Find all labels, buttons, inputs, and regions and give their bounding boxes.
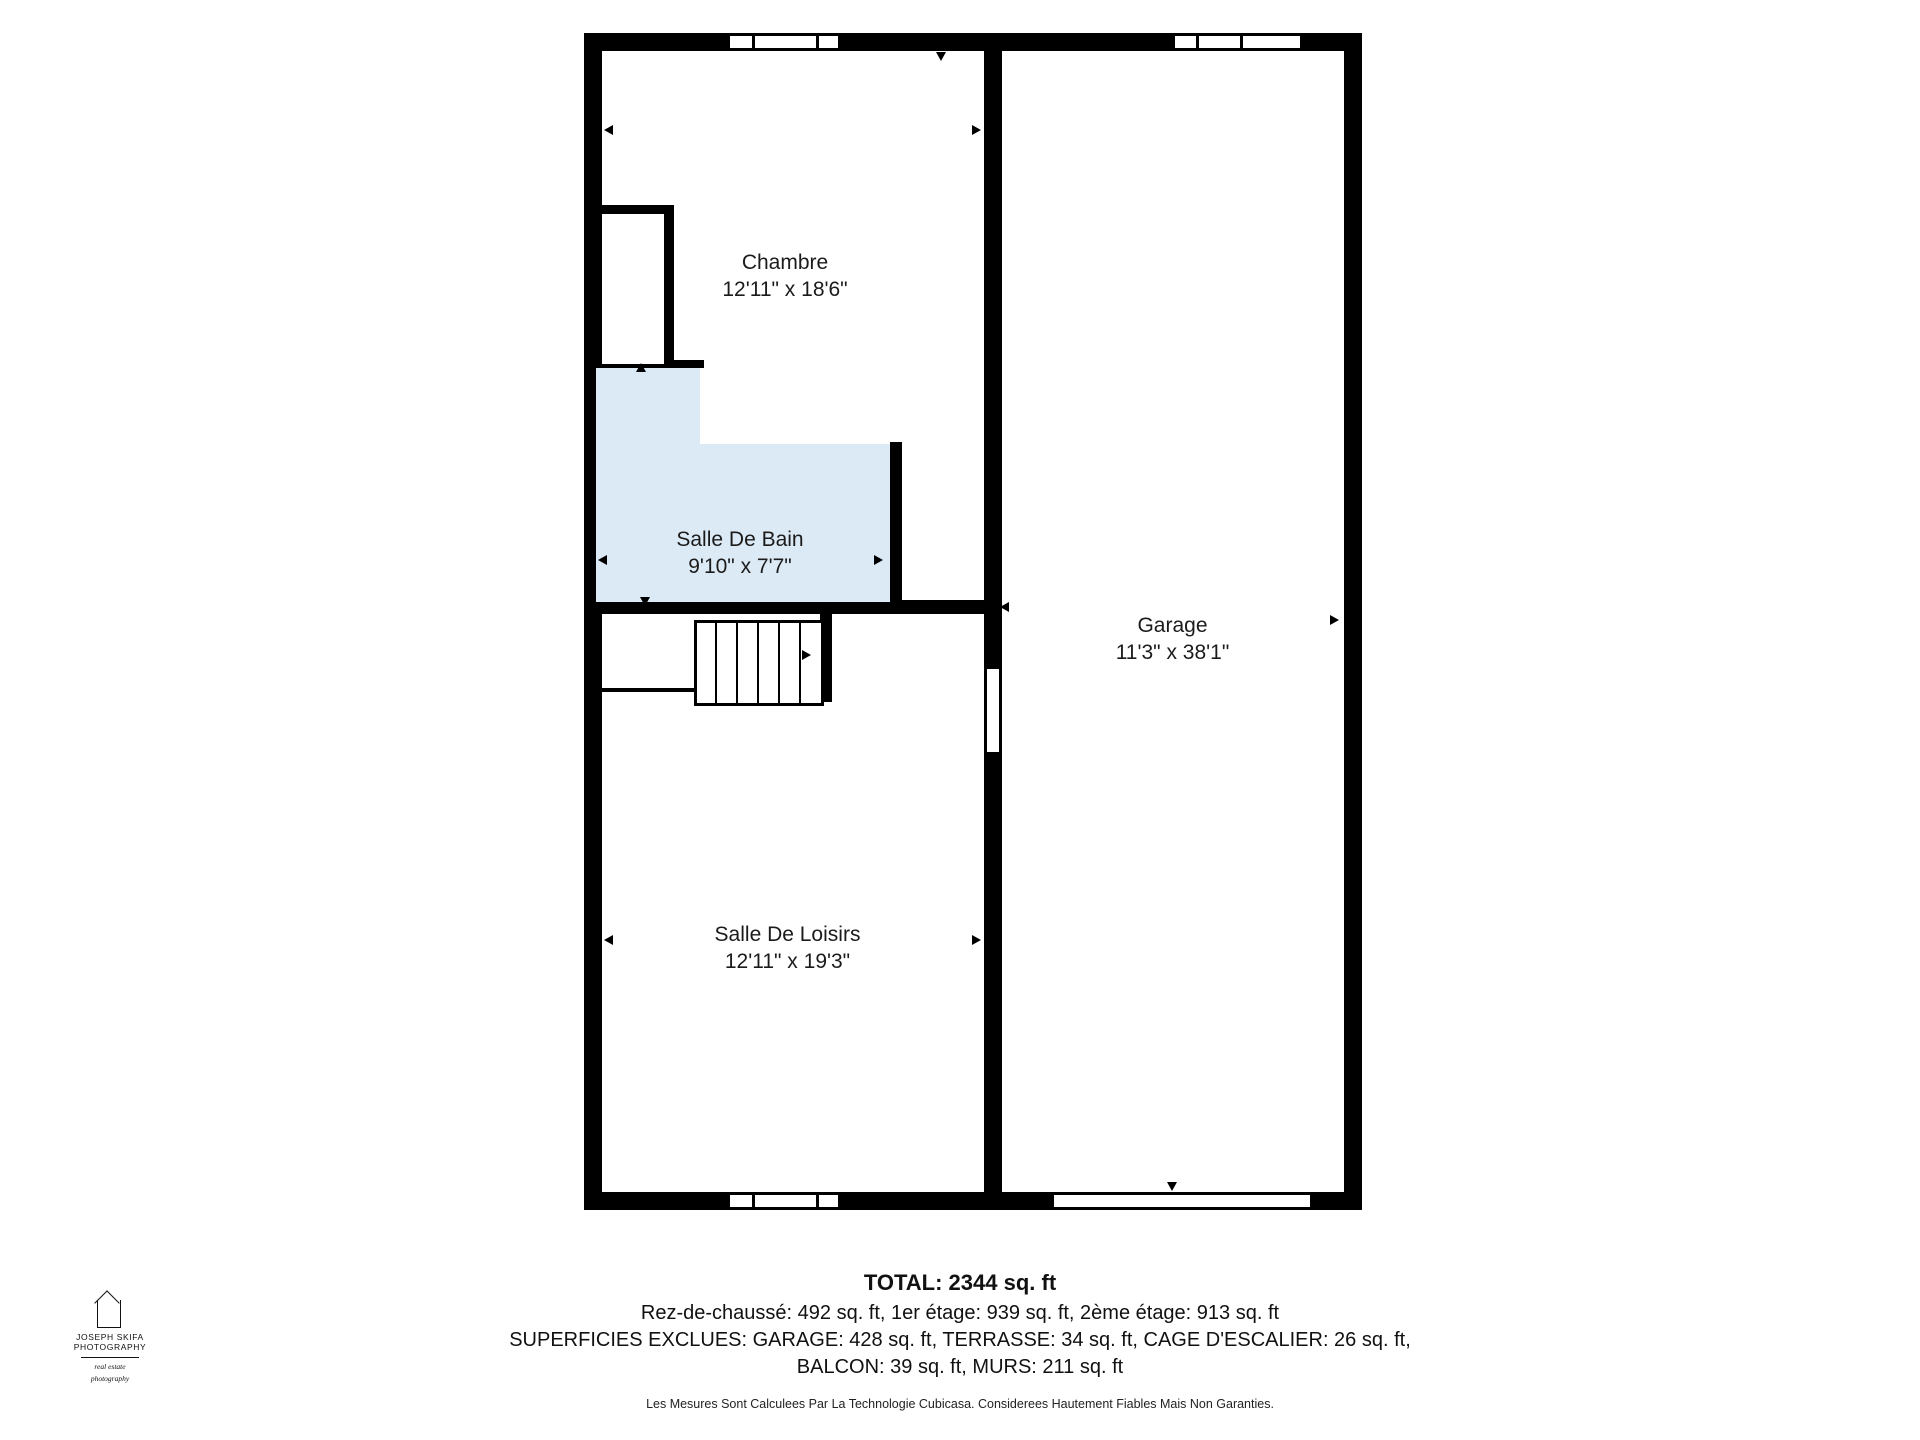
footer-summary — [0, 1270, 1920, 1411]
closet-fill — [602, 214, 664, 364]
room-label-chambre — [680, 250, 890, 304]
logo-divider — [81, 1357, 139, 1358]
stair-step — [778, 623, 780, 703]
wall-top-right — [1000, 33, 1175, 51]
dim-arrow-garage-right — [1330, 615, 1339, 625]
room-name: Chambre — [741, 251, 829, 274]
window-top-left — [730, 33, 838, 51]
stair-step — [715, 623, 717, 703]
wall-bottom-left — [584, 1192, 730, 1210]
dim-arrow-bath-right — [874, 555, 883, 565]
wall-bottom-garage-right — [1310, 1192, 1362, 1210]
window-mullion-1 — [752, 33, 755, 51]
area-breakdown-line-1: Rez-de-chaussé: 492 sq. ft, 1er étage: 939 sq. ft, 2ème étage: 913 sq. ft — [640, 1302, 1280, 1324]
logo-brand: JOSEPH SKIFA PHOTOGRAPHY — [73, 1332, 147, 1352]
room-dims: 9'10" x 7'7" — [688, 554, 792, 578]
room-label-salle-de-bain — [625, 527, 855, 581]
wall-party-lower — [984, 752, 1002, 1210]
dim-arrow-hall-left — [1000, 602, 1009, 612]
dim-arrow-hall-right — [952, 602, 961, 612]
window-mullion-6 — [816, 1192, 819, 1210]
wall-bottom-left-2 — [838, 1192, 1040, 1210]
stair-direction-arrow — [802, 650, 811, 660]
dim-arrow-loisirs-right — [972, 935, 981, 945]
logo-subtitle-1: real estate — [94, 1362, 126, 1371]
wall-party-upper — [984, 33, 1002, 663]
door-garage-interior — [984, 669, 1002, 752]
room-dims: 12'11" x 18'6" — [722, 277, 848, 301]
stair-step — [799, 623, 801, 703]
stair-step — [736, 623, 738, 703]
photographer-logo — [40, 1300, 180, 1383]
room-name: Garage — [1137, 614, 1208, 637]
wall-bottom-garage — [1040, 1192, 1054, 1210]
stair-step — [757, 623, 759, 703]
dim-arrow-bath-left — [598, 555, 607, 565]
total-area: TOTAL: 2344 sq. ft — [863, 1270, 1057, 1295]
window-mullion-2 — [816, 33, 819, 51]
dim-arrow-chambre-left — [604, 125, 613, 135]
logo-subtitle-2: photography — [90, 1374, 130, 1383]
dim-arrow-bath-top — [636, 363, 646, 372]
room-name: Salle De Bain — [676, 528, 804, 551]
dim-arrow-loisirs-left — [604, 935, 613, 945]
dim-arrow-garage-bottom — [1167, 1182, 1177, 1191]
dim-arrow-bath-bottom — [640, 597, 650, 606]
bath-notch-mask — [700, 368, 890, 444]
window-top-garage — [1175, 33, 1300, 51]
wall-right-exterior — [1344, 33, 1362, 1210]
area-breakdown-line-3: BALCON: 39 sq. ft, MURS: 211 sq. ft — [796, 1356, 1124, 1378]
area-breakdown-line-2: SUPERFICIES EXCLUES: GARAGE: 428 sq. ft, TERRASSE: 34 sq. ft, CAGE D'ESCALIER: 26 sq. ft, — [509, 1329, 1411, 1351]
room-label-salle-de-loisirs — [675, 922, 900, 976]
stair-landing-rail — [602, 688, 696, 692]
window-mullion-4 — [1240, 33, 1243, 51]
staircase — [694, 620, 824, 706]
dim-arrow-chambre-right — [972, 125, 981, 135]
room-dims: 12'11" x 19'3" — [724, 949, 851, 973]
room-name: Salle De Loisirs — [714, 923, 861, 946]
room-label-garage — [1065, 613, 1280, 667]
room-dims: 11'3" x 38'1" — [1115, 640, 1230, 664]
disclaimer-text: Les Mesures Sont Calculees Par La Technologie Cubicasa. Considerees Hautement Fiables Mais Non Garanties. — [646, 1397, 1274, 1411]
wall-bath-bottom-2 — [898, 600, 994, 614]
window-mullion-5 — [752, 1192, 755, 1210]
window-mullion-3 — [1196, 33, 1199, 51]
garage-door — [1054, 1192, 1310, 1210]
window-bottom-left — [730, 1192, 838, 1210]
dim-arrow-garage-top — [1164, 33, 1174, 42]
dim-arrow-chambre-top — [936, 52, 946, 61]
house-icon — [97, 1300, 123, 1330]
